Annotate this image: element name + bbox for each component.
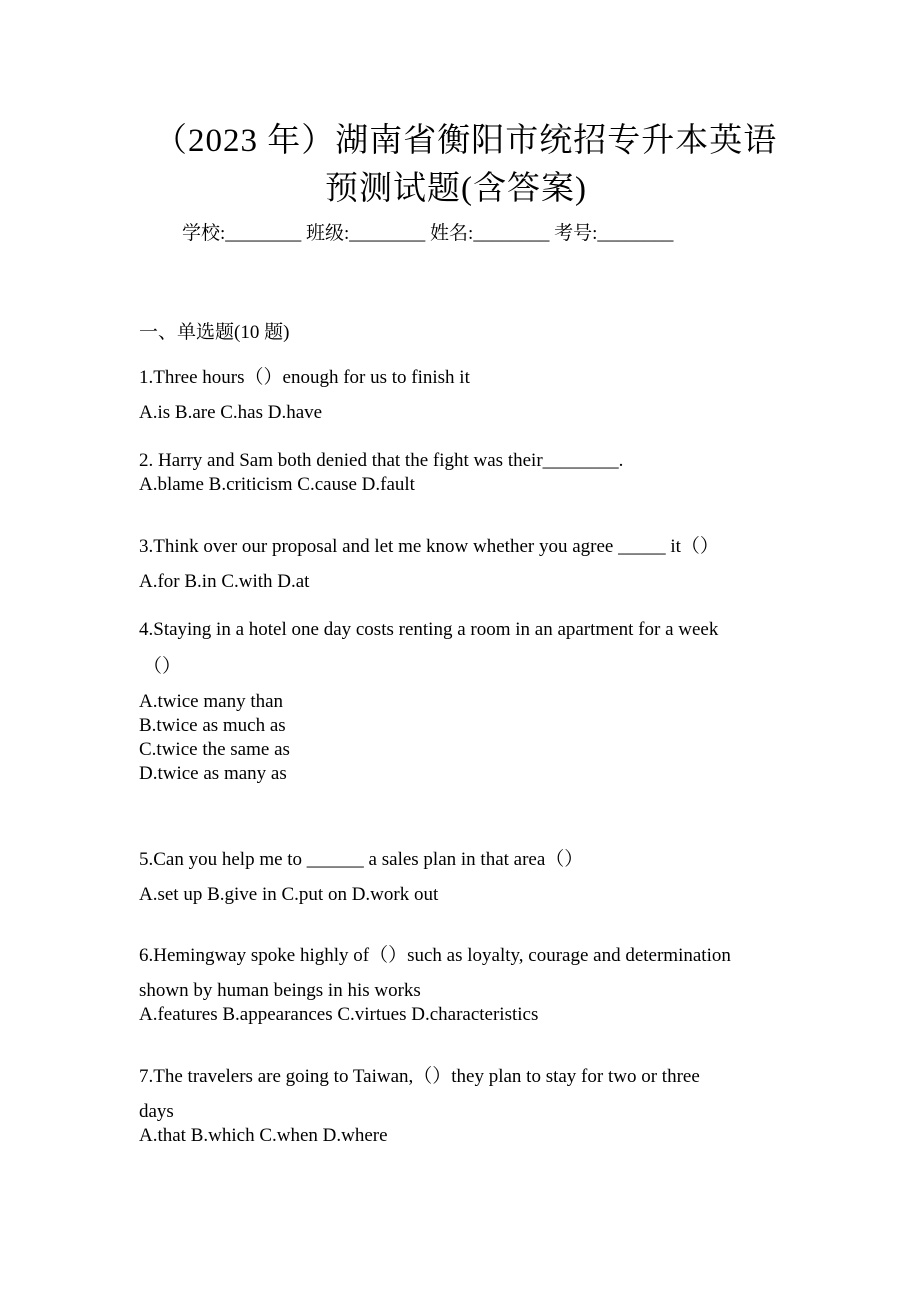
question-2-stem: 2. Harry and Sam both denied that the fight was their________. bbox=[139, 450, 624, 471]
question-4-stem-line1: 4.Staying in a hotel one day costs renting a room in an apartment for a week bbox=[139, 619, 719, 640]
question-4-option-c: C.twice the same as bbox=[139, 739, 290, 760]
question-4-option-a: A.twice many than bbox=[139, 691, 284, 712]
question-6-stem-line2: shown by human beings in his works bbox=[139, 980, 421, 1001]
question-4-option-b: B.twice as much as bbox=[139, 715, 286, 736]
question-7-stem-line1: 7.The travelers are going to Taiwan,（）they plan to stay for two or three bbox=[139, 1066, 700, 1087]
question-1-stem: 1.Three hours（）enough for us to finish it bbox=[139, 367, 470, 388]
document-title-line1: （2023 年）湖南省衡阳市统招专升本英语 bbox=[154, 123, 778, 159]
document-title-line2: 预测试题(含答案) bbox=[325, 171, 587, 207]
question-3-options: A.for B.in C.with D.at bbox=[139, 571, 310, 592]
question-4-option-d: D.twice as many as bbox=[139, 763, 287, 784]
section-heading: 一、单选题(10 题) bbox=[139, 322, 290, 343]
question-4-stem-line2: （） bbox=[143, 656, 182, 677]
question-1-options: A.is B.are C.has D.have bbox=[139, 402, 323, 423]
question-3-stem: 3.Think over our proposal and let me know whether you agree _____ it（） bbox=[139, 536, 719, 557]
student-info-line: 学校:________ 班级:________ 姓名:________ 考号:________ bbox=[182, 223, 674, 244]
question-6-options: A.features B.appearances C.virtues D.characteristics bbox=[139, 1004, 539, 1025]
question-6-stem-line1: 6.Hemingway spoke highly of（）such as loyalty, courage and determination bbox=[139, 945, 731, 966]
question-5-stem: 5.Can you help me to ______ a sales plan in that area（） bbox=[139, 849, 584, 870]
question-7-stem-line2: days bbox=[139, 1101, 174, 1122]
question-7-options: A.that B.which C.when D.where bbox=[139, 1125, 388, 1146]
question-2-options: A.blame B.criticism C.cause D.fault bbox=[139, 474, 415, 495]
question-5-options: A.set up B.give in C.put on D.work out bbox=[139, 884, 439, 905]
